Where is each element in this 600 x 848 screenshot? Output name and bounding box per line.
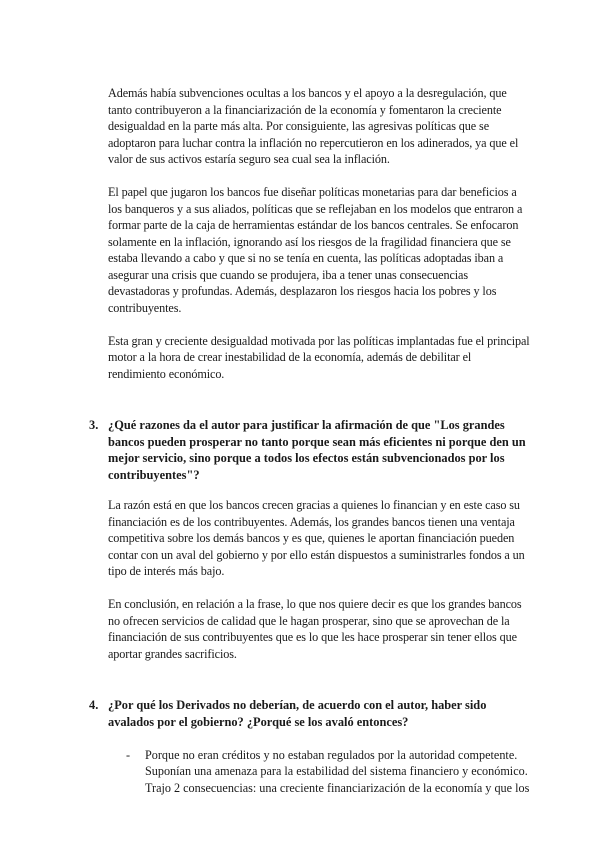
question-3-number: 3. [89, 418, 99, 432]
answer-3-paragraph-1: La razón está en que los bancos crecen gracias a quienes lo financian y en este caso su financiación es de los contribuyentes. Además, los grandes bancos tienen una ventaja competitiva sobre los demás bancos y es que, quienes le aportan financiación pueden contar con un aval del gobierno y por ello están dispuestos a suministrarles fondos a un tipo de interés más bajo. [108, 498, 525, 578]
question-4-text: ¿Por qué los Derivados no deberían, de acuerdo con el autor, haber sido avalados por el gobierno? ¿Porqué se los avaló entonces? [108, 698, 487, 729]
question-3-text: ¿Qué razones da el autor para justificar la afirmación de que "Los grandes bancos pueden prosperar no tanto porque sean más eficientes ni porque den un mejor servicio, sino porque a todos los efectos están subvencionados por los contribuyentes"? [108, 418, 526, 482]
bullet-dash: - [126, 747, 131, 762]
answer-4-bullet-text: Porque no eran créditos y no estaban regulados por la autoridad competente. Suponían una amenaza para la estabilidad del sistema financiero y económico. Trajo 2 consecuencias: una creciente financiarización de la economía y que los [145, 747, 530, 795]
paragraph-subsidies: Además había subvenciones ocultas a los bancos y el apoyo a la desregulación, que tanto contribuyeron a la financiarización de la economía y fomentaron la creciente desigualdad en la parte más alta. Por consiguiente, las agresivas políticas que se adoptaron para luchar contra la inflación no repercutieron en los adinerados, ya que el valor de sus activos estaría seguro sea cual sea la inflación. [108, 86, 519, 166]
question-3 [89, 417, 530, 483]
question-4-number: 4. [89, 698, 99, 712]
answer-4-bullet [108, 747, 530, 797]
paragraph-inequality: Esta gran y creciente desigualdad motivada por las políticas implantadas fue el principal motor a la hora de crear inestabilidad de la economía, además de debilitar el rendimiento económico. [108, 333, 530, 381]
answer-3-paragraph-2: En conclusión, en relación a la frase, lo que nos quiere decir es que los grandes bancos no ofrecen servicios de calidad que le hagan prosperar, sino que se aprovechan de la financiación de sus contribuyentes que es lo que les hace prosperar sin tener ellos que aportar grandes sacrificios. [108, 597, 522, 661]
question-4 [89, 697, 530, 730]
paragraph-role-of-banks: El papel que jugaron los bancos fue diseñar políticas monetarias para dar beneficios a los banqueros y a sus aliados, políticas que se reflejaban en los modelos que entraron a formar parte de la caja de herramientas estándar de los bancos centrales. Se enfocaron solamente en la inflación, ignorando así los riesgos de la fragilidad financiera que se estaba llevando a cabo y que si no se tenía en cuenta, las políticas adoptadas iban a asegurar una crisis que cuando se produjera, iba a tener unas consecuencias devastadoras y profundas. Además, desplazaron los riesgos hacia los pobres y los contribuyentes. [108, 185, 523, 315]
